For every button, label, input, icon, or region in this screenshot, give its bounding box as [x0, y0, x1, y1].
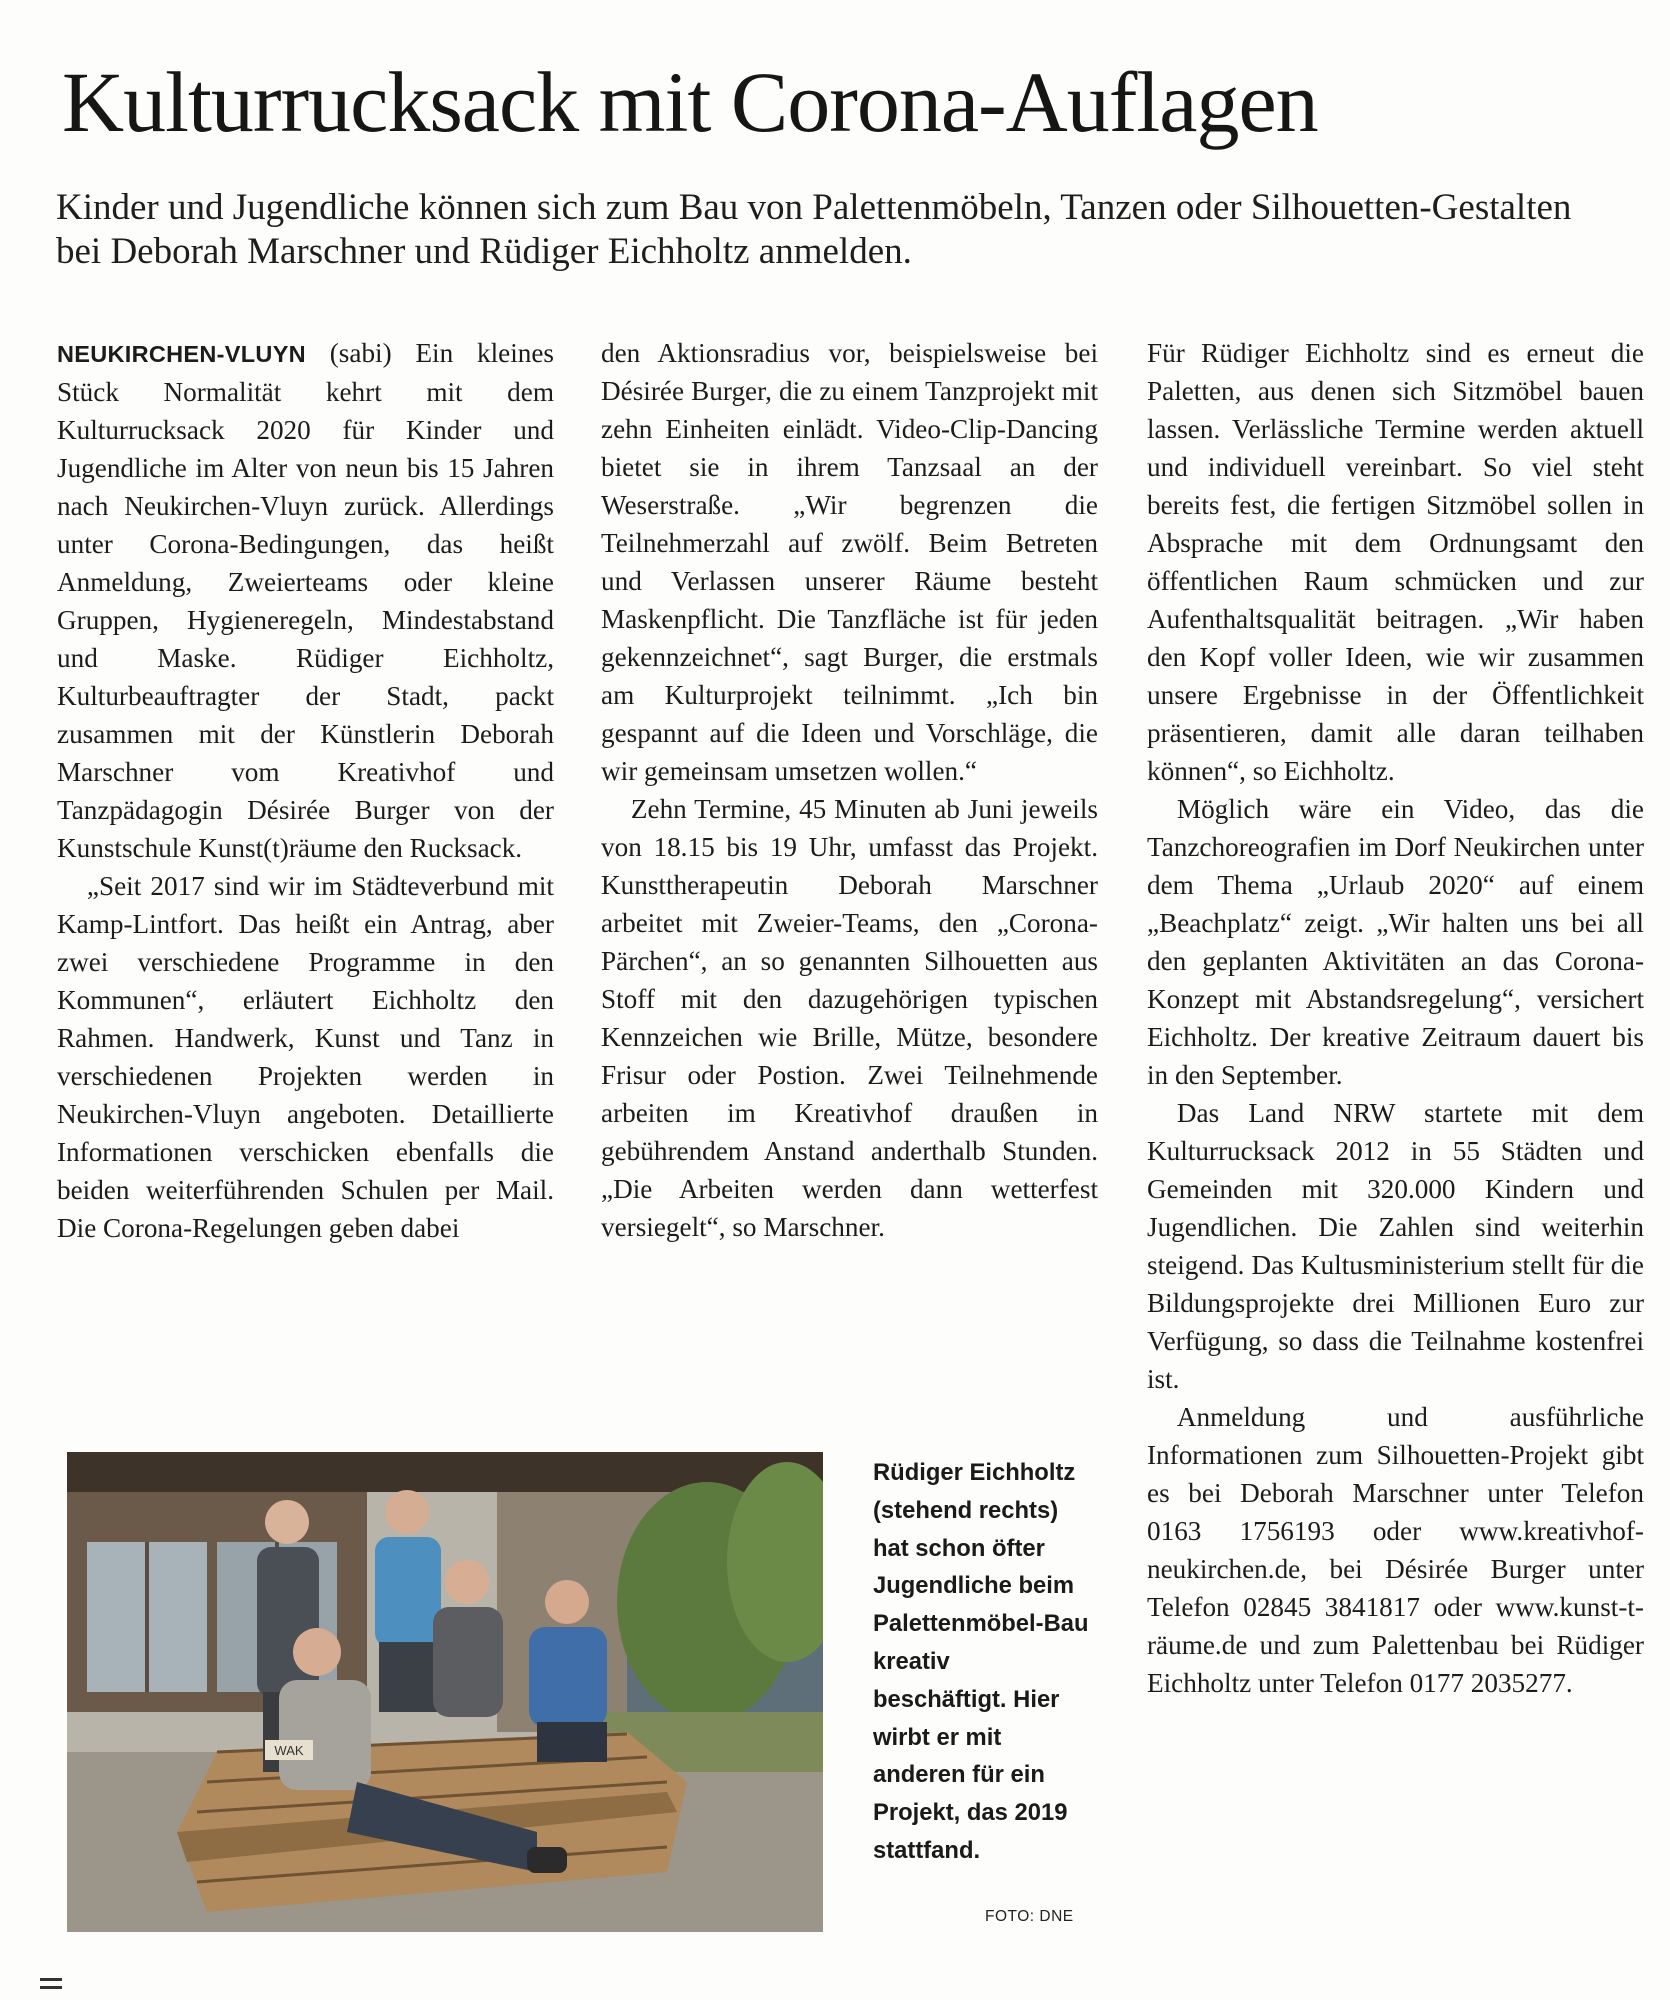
- article-photo: [67, 1452, 823, 1932]
- article-column-2: [601, 334, 1098, 1246]
- paragraph: Möglich wäre ein Video, das die Tanzchoreografien im Dorf Neukirchen unter dem Thema „Urlaub 2020“ auf einem „Beachplatz“ zeigt. „Wir halten uns bei all den geplanten Aktivitäten an das Corona-Konzept mit Abstandsregelung“, versichert Eichholtz. Der kreative Zeitraum dauert bis in den September.: [1147, 794, 1644, 1090]
- column-rule-mark: [40, 1978, 62, 1981]
- photo-caption: Rüdiger Eichholtz (stehend rechts) hat schon öfter Jugendliche beim Palettenmöbel-Bau kreativ beschäftigt. Hier wirbt er mit anderen für ein Projekt, das 2019 stattfand.: [873, 1459, 1089, 1864]
- photo-illustration: [67, 1452, 823, 1932]
- headline: Kulturrucksack mit Corona-Auflagen: [62, 54, 1318, 150]
- dateline: NEUKIRCHEN-VLUYN: [57, 341, 306, 367]
- paragraph: Zehn Termine, 45 Minuten ab Juni jeweils von 18.15 bis 19 Uhr, umfasst das Projekt. Kunsttherapeutin Deborah Marschner arbeitet mit Zweier-Teams, den „Corona-Pärchen“, an so genannten Silhouetten aus Stoff mit den dazugehörigen typischen Kennzeichen wie Brille, Mütze, besondere Frisur oder Postion. Zwei Teilnehmende arbeiten im Kreativhof draußen in gebührendem Anstand anderthalb Stunden. „Die Arbeiten werden dann wetterfest versiegelt“, so Marschner.: [601, 794, 1098, 1242]
- photo-credit: FOTO: DNE: [985, 1908, 1074, 1925]
- paragraph-text: (sabi) Ein kleines Stück Normalität kehrt mit dem Kulturrucksack 2020 für Kinder und Jugendliche im Alter von neun bis 15 Jahren nach Neukirchen-Vluyn zurück. Allerdings unter Corona-Bedingungen, das heißt Anmeldung, Zweierteams oder kleine Gruppen, Hygieneregeln, Mindestabstand und Maske. Rüdiger Eichholtz, Kulturbeauftragter der Stadt, packt zusammen mit der Künstlerin Deborah Marschner vom Kreativhof und Tanzpädagogin Désirée Burger von der Kunstschule Kunst(t)räume den Rucksack.: [57, 338, 554, 863]
- bench-label: WAK: [274, 1743, 304, 1758]
- article-column-3: [1147, 334, 1644, 1702]
- article-column-1: [57, 334, 554, 1247]
- paragraph: den Aktionsradius vor, beispielsweise bei Désirée Burger, die zu einem Tanzprojekt mit zehn Einheiten einlädt. Video-Clip-Dancing bietet sie in ihrem Tanzsaal an der Weserstraße. „Wir begrenzen die Teilnehmerzahl auf zwölf. Beim Betreten und Verlassen unserer Räume besteht Maskenpflicht. Die Tanzfläche ist für jeden gekennzeichnet“, sagt Burger, die erstmals am Kulturprojekt teilnimmt. „Ich bin gespannt auf die Ideen und Vorschläge, die wir gemeinsam umsetzen wollen.“: [601, 338, 1098, 786]
- paragraph: Anmeldung und ausführliche Informationen zum Silhouetten-Projekt gibt es bei Deborah Marschner unter Telefon 0163 1756193 oder www.kreativhof-neukirchen.de, bei Désirée Burger unter Telefon 02845 3841817 oder www.kunst-t-räume.de und zum Palettenbau bei Rüdiger Eichholtz unter Telefon 0177 2035277.: [1147, 1402, 1644, 1698]
- paragraph: Für Rüdiger Eichholtz sind es erneut die Paletten, aus denen sich Sitzmöbel bauen lassen. Verlässliche Termine werden aktuell und individuell vereinbart. So viel steht bereits fest, die fertigen Sitzmöbel sollen in Absprache mit dem Ordnungsamt den öffentlichen Raum schmücken und zur Aufenthaltsqualität beitragen. „Wir haben den Kopf voller Ideen, wie wir zusammen unsere Ergebnisse in der Öffentlichkeit präsentieren, damit alle daran teilhaben können“, so Eichholtz.: [1147, 338, 1644, 786]
- paragraph: [57, 334, 554, 867]
- subheadline: Kinder und Jugendliche können sich zum Bau von Palettenmöbeln, Tanzen oder Silhouetten-Gestalten bei Deborah Marschner und Rüdiger Eichholtz anmelden.: [56, 187, 1572, 272]
- paragraph: Das Land NRW startete mit dem Kulturrucksack 2012 in 55 Städten und Gemeinden mit 320.000 Kindern und Jugendlichen. Die Zahlen sind weiterhin steigend. Das Kultusministerium stellt für die Bildungsprojekte drei Millionen Euro zur Verfügung, so dass die Teilnahme kostenfrei ist.: [1147, 1098, 1644, 1394]
- paragraph: „Seit 2017 sind wir im Städteverbund mit Kamp-Lintfort. Das heißt ein Antrag, aber zwei verschiedene Programme in den Kommunen“, erläutert Eichholtz den Rahmen. Handwerk, Kunst und Tanz in verschiedenen Projekten werden in Neukirchen-Vluyn angeboten. Detaillierte Informationen verschicken ebenfalls die beiden weiterführenden Schulen per Mail. Die Corona-Regelungen geben dabei: [57, 871, 554, 1243]
- column-rule-mark: [40, 1986, 62, 1989]
